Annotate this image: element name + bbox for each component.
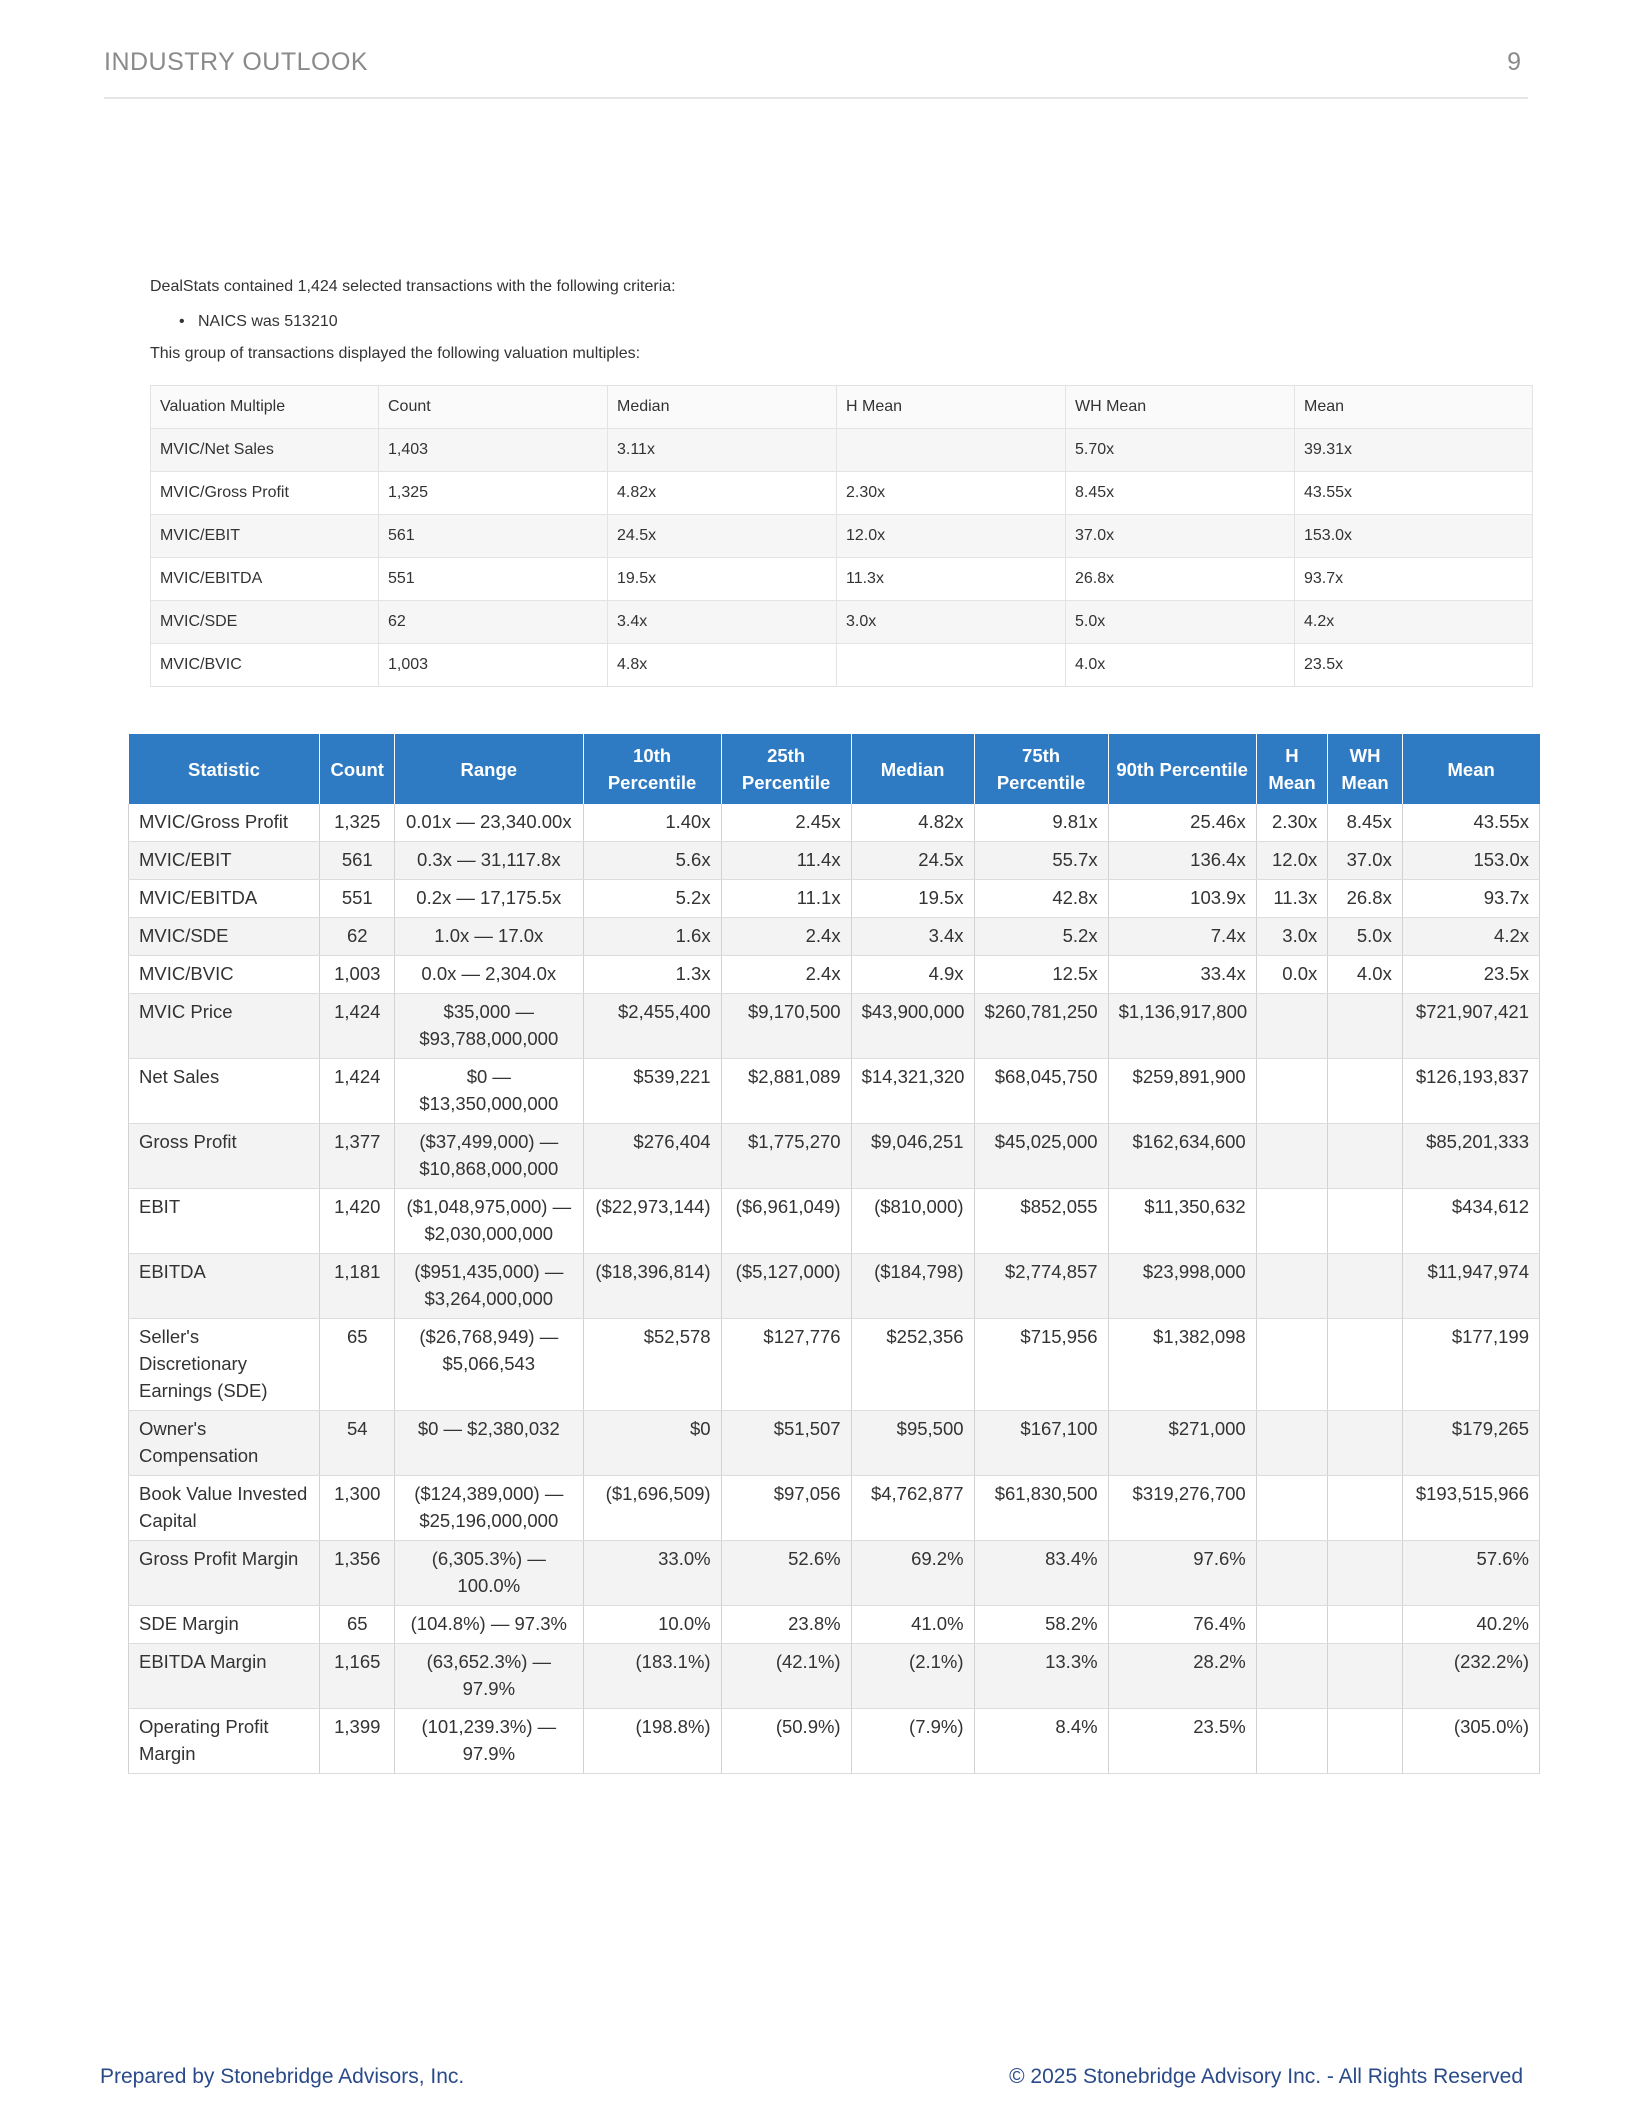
summary-cell-median: 4.82x xyxy=(608,472,837,515)
stats-cell-25th-percentile: ($5,127,000) xyxy=(721,1254,851,1319)
summary-header-count: Count xyxy=(379,386,608,429)
intro-text xyxy=(150,278,676,363)
table-row xyxy=(129,1254,1540,1319)
stats-cell-mean: (305.0%) xyxy=(1402,1709,1539,1774)
stats-cell-statistic: Book Value Invested Capital xyxy=(129,1476,320,1541)
stats-cell-mean: 93.7x xyxy=(1402,880,1539,918)
stats-cell-statistic: Gross Profit xyxy=(129,1124,320,1189)
stats-cell-h-mean xyxy=(1256,1541,1328,1606)
stats-cell-25th-percentile: $51,507 xyxy=(721,1411,851,1476)
stats-cell-25th-percentile: 2.45x xyxy=(721,804,851,842)
stats-cell-90th-percentile: 97.6% xyxy=(1108,1541,1256,1606)
stats-cell-75th-percentile: 13.3% xyxy=(974,1644,1108,1709)
stats-cell-median: ($810,000) xyxy=(851,1189,974,1254)
stats-cell-median: 4.82x xyxy=(851,804,974,842)
stats-cell-statistic: EBIT xyxy=(129,1189,320,1254)
summary-cell-mean: 39.31x xyxy=(1295,429,1533,472)
table-row xyxy=(129,1319,1540,1411)
summary-cell-mean: 43.55x xyxy=(1295,472,1533,515)
table-row xyxy=(129,918,1540,956)
stats-cell-h-mean xyxy=(1256,1059,1328,1124)
stats-header-10th-percentile: 10th Percentile xyxy=(583,734,721,804)
stats-cell-statistic: EBITDA Margin xyxy=(129,1644,320,1709)
stats-cell-count: 1,420 xyxy=(320,1189,395,1254)
summary-cell-mean: 93.7x xyxy=(1295,558,1533,601)
stats-cell-h-mean xyxy=(1256,1254,1328,1319)
summary-cell-count: 62 xyxy=(379,601,608,644)
stats-cell-90th-percentile: $1,382,098 xyxy=(1108,1319,1256,1411)
stats-cell-median: 4.9x xyxy=(851,956,974,994)
stats-cell-90th-percentile: 28.2% xyxy=(1108,1644,1256,1709)
stats-cell-mean: 40.2% xyxy=(1402,1606,1539,1644)
stats-cell-mean: $177,199 xyxy=(1402,1319,1539,1411)
page-header-title: INDUSTRY OUTLOOK xyxy=(104,48,369,76)
stats-cell-range: $0 — $2,380,032 xyxy=(395,1411,583,1476)
stats-cell-90th-percentile: $271,000 xyxy=(1108,1411,1256,1476)
stats-cell-range: ($26,768,949) — $5,066,543 xyxy=(395,1319,583,1411)
stats-cell-10th-percentile: ($18,396,814) xyxy=(583,1254,721,1319)
summary-cell-count: 561 xyxy=(379,515,608,558)
stats-cell-10th-percentile: 10.0% xyxy=(583,1606,721,1644)
stats-header-statistic: Statistic xyxy=(129,734,320,804)
stats-cell-range: (63,652.3%) — 97.9% xyxy=(395,1644,583,1709)
stats-cell-90th-percentile: 76.4% xyxy=(1108,1606,1256,1644)
stats-cell-90th-percentile: 103.9x xyxy=(1108,880,1256,918)
table-row xyxy=(129,956,1540,994)
criteria-bullet: • NAICS was 513210 xyxy=(198,313,676,331)
stats-cell-count: 1,181 xyxy=(320,1254,395,1319)
stats-cell-statistic: MVIC Price xyxy=(129,994,320,1059)
stats-cell-wh-mean xyxy=(1328,1476,1403,1541)
stats-cell-count: 65 xyxy=(320,1606,395,1644)
stats-cell-90th-percentile: $23,998,000 xyxy=(1108,1254,1256,1319)
stats-cell-range: ($124,389,000) — $25,196,000,000 xyxy=(395,1476,583,1541)
stats-cell-median: 24.5x xyxy=(851,842,974,880)
stats-cell-10th-percentile: 1.40x xyxy=(583,804,721,842)
summary-header-median: Median xyxy=(608,386,837,429)
stats-cell-90th-percentile: 136.4x xyxy=(1108,842,1256,880)
stats-cell-90th-percentile: 33.4x xyxy=(1108,956,1256,994)
stats-cell-median: (2.1%) xyxy=(851,1644,974,1709)
stats-cell-25th-percentile: 23.8% xyxy=(721,1606,851,1644)
stats-header-90th-percentile: 90th Percentile xyxy=(1108,734,1256,804)
stats-cell-statistic: EBITDA xyxy=(129,1254,320,1319)
stats-cell-wh-mean: 5.0x xyxy=(1328,918,1403,956)
stats-cell-25th-percentile: 2.4x xyxy=(721,956,851,994)
stats-cell-h-mean: 3.0x xyxy=(1256,918,1328,956)
table-row xyxy=(129,1606,1540,1644)
table-row xyxy=(129,1541,1540,1606)
summary-cell-mean: 4.2x xyxy=(1295,601,1533,644)
stats-cell-h-mean xyxy=(1256,1476,1328,1541)
valuation-multiples-table xyxy=(150,385,1533,687)
stats-cell-90th-percentile: 7.4x xyxy=(1108,918,1256,956)
stats-cell-h-mean xyxy=(1256,994,1328,1059)
summary-cell-median: 19.5x xyxy=(608,558,837,601)
stats-cell-count: 65 xyxy=(320,1319,395,1411)
stats-cell-count: 561 xyxy=(320,842,395,880)
header-divider xyxy=(104,97,1528,99)
stats-cell-10th-percentile: (183.1%) xyxy=(583,1644,721,1709)
transaction-statistics-table xyxy=(128,734,1540,1774)
summary-header-valuation-multiple: Valuation Multiple xyxy=(151,386,379,429)
table-row xyxy=(151,644,1533,687)
table-row xyxy=(129,842,1540,880)
intro-line-1: DealStats contained 1,424 selected transactions with the following criteria: xyxy=(150,278,676,295)
summary-header-h-mean: H Mean xyxy=(837,386,1066,429)
stats-cell-75th-percentile: $852,055 xyxy=(974,1189,1108,1254)
stats-cell-mean: $126,193,837 xyxy=(1402,1059,1539,1124)
stats-cell-90th-percentile: $162,634,600 xyxy=(1108,1124,1256,1189)
stats-cell-25th-percentile: (50.9%) xyxy=(721,1709,851,1774)
summary-cell-h-mean: 2.30x xyxy=(837,472,1066,515)
stats-cell-h-mean xyxy=(1256,1319,1328,1411)
stats-cell-h-mean xyxy=(1256,1411,1328,1476)
stats-cell-75th-percentile: 55.7x xyxy=(974,842,1108,880)
stats-cell-75th-percentile: 9.81x xyxy=(974,804,1108,842)
summary-cell-h-mean: 11.3x xyxy=(837,558,1066,601)
stats-cell-h-mean xyxy=(1256,1644,1328,1709)
summary-cell-count: 1,325 xyxy=(379,472,608,515)
summary-cell-count: 1,003 xyxy=(379,644,608,687)
stats-cell-10th-percentile: $52,578 xyxy=(583,1319,721,1411)
stats-cell-10th-percentile: (198.8%) xyxy=(583,1709,721,1774)
stats-cell-wh-mean: 37.0x xyxy=(1328,842,1403,880)
stats-cell-75th-percentile: 58.2% xyxy=(974,1606,1108,1644)
stats-cell-statistic: Operating Profit Margin xyxy=(129,1709,320,1774)
stats-cell-median: $4,762,877 xyxy=(851,1476,974,1541)
table-row xyxy=(129,994,1540,1059)
table-row xyxy=(151,601,1533,644)
stats-cell-wh-mean: 4.0x xyxy=(1328,956,1403,994)
stats-cell-range: 0.3x — 31,117.8x xyxy=(395,842,583,880)
stats-cell-75th-percentile: 42.8x xyxy=(974,880,1108,918)
stats-cell-25th-percentile: ($6,961,049) xyxy=(721,1189,851,1254)
summary-cell-valuation-multiple: MVIC/EBITDA xyxy=(151,558,379,601)
stats-cell-count: 1,424 xyxy=(320,994,395,1059)
footer-copyright: © 2025 Stonebridge Advisory Inc. - All Rights Reserved xyxy=(1009,2065,1523,2088)
stats-cell-wh-mean xyxy=(1328,1189,1403,1254)
stats-header-median: Median xyxy=(851,734,974,804)
stats-cell-statistic: Net Sales xyxy=(129,1059,320,1124)
stats-header-wh-mean: WH Mean xyxy=(1328,734,1403,804)
stats-cell-10th-percentile: 5.6x xyxy=(583,842,721,880)
stats-cell-10th-percentile: $276,404 xyxy=(583,1124,721,1189)
stats-cell-median: $95,500 xyxy=(851,1411,974,1476)
stats-cell-mean: 57.6% xyxy=(1402,1541,1539,1606)
table-row xyxy=(151,472,1533,515)
stats-cell-h-mean: 2.30x xyxy=(1256,804,1328,842)
summary-cell-mean: 153.0x xyxy=(1295,515,1533,558)
stats-cell-25th-percentile: $1,775,270 xyxy=(721,1124,851,1189)
stats-cell-wh-mean xyxy=(1328,1411,1403,1476)
stats-cell-count: 551 xyxy=(320,880,395,918)
summary-header-mean: Mean xyxy=(1295,386,1533,429)
stats-cell-25th-percentile: 2.4x xyxy=(721,918,851,956)
stats-cell-mean: $434,612 xyxy=(1402,1189,1539,1254)
summary-cell-valuation-multiple: MVIC/SDE xyxy=(151,601,379,644)
stats-cell-mean: 23.5x xyxy=(1402,956,1539,994)
stats-cell-wh-mean: 8.45x xyxy=(1328,804,1403,842)
table-row xyxy=(151,558,1533,601)
stats-cell-statistic: Gross Profit Margin xyxy=(129,1541,320,1606)
stats-cell-range: $35,000 — $93,788,000,000 xyxy=(395,994,583,1059)
stats-cell-10th-percentile: 1.6x xyxy=(583,918,721,956)
stats-header-mean: Mean xyxy=(1402,734,1539,804)
stats-cell-25th-percentile: 52.6% xyxy=(721,1541,851,1606)
summary-cell-wh-mean: 5.0x xyxy=(1066,601,1295,644)
summary-cell-wh-mean: 4.0x xyxy=(1066,644,1295,687)
stats-cell-median: $43,900,000 xyxy=(851,994,974,1059)
table-row xyxy=(129,1189,1540,1254)
stats-cell-10th-percentile: $0 xyxy=(583,1411,721,1476)
stats-cell-wh-mean xyxy=(1328,1709,1403,1774)
stats-cell-median: 41.0% xyxy=(851,1606,974,1644)
stats-cell-count: 1,399 xyxy=(320,1709,395,1774)
stats-cell-10th-percentile: 1.3x xyxy=(583,956,721,994)
summary-cell-median: 4.8x xyxy=(608,644,837,687)
stats-cell-10th-percentile: $2,455,400 xyxy=(583,994,721,1059)
stats-cell-count: 54 xyxy=(320,1411,395,1476)
table-row xyxy=(129,1411,1540,1476)
stats-cell-25th-percentile: (42.1%) xyxy=(721,1644,851,1709)
stats-cell-range: $0 — $13,350,000,000 xyxy=(395,1059,583,1124)
footer-prepared-by: Prepared by Stonebridge Advisors, Inc. xyxy=(100,2065,465,2088)
summary-cell-wh-mean: 8.45x xyxy=(1066,472,1295,515)
summary-cell-wh-mean: 26.8x xyxy=(1066,558,1295,601)
stats-cell-range: (101,239.3%) — 97.9% xyxy=(395,1709,583,1774)
intro-line-2: This group of transactions displayed the following valuation multiples: xyxy=(150,345,641,362)
stats-cell-mean: 4.2x xyxy=(1402,918,1539,956)
summary-cell-valuation-multiple: MVIC/EBIT xyxy=(151,515,379,558)
stats-cell-25th-percentile: $9,170,500 xyxy=(721,994,851,1059)
stats-cell-25th-percentile: $97,056 xyxy=(721,1476,851,1541)
stats-cell-median: $252,356 xyxy=(851,1319,974,1411)
stats-cell-25th-percentile: 11.4x xyxy=(721,842,851,880)
stats-cell-mean: $85,201,333 xyxy=(1402,1124,1539,1189)
stats-cell-range: 0.01x — 23,340.00x xyxy=(395,804,583,842)
stats-cell-75th-percentile: $715,956 xyxy=(974,1319,1108,1411)
stats-header-h-mean: H Mean xyxy=(1256,734,1328,804)
stats-cell-count: 1,003 xyxy=(320,956,395,994)
stats-cell-10th-percentile: ($1,696,509) xyxy=(583,1476,721,1541)
stats-cell-range: ($37,499,000) — $10,868,000,000 xyxy=(395,1124,583,1189)
stats-cell-25th-percentile: $2,881,089 xyxy=(721,1059,851,1124)
stats-cell-mean: 43.55x xyxy=(1402,804,1539,842)
stats-cell-range: (104.8%) — 97.3% xyxy=(395,1606,583,1644)
stats-table-header xyxy=(129,734,1540,804)
stats-cell-75th-percentile: 12.5x xyxy=(974,956,1108,994)
stats-cell-10th-percentile: 33.0% xyxy=(583,1541,721,1606)
stats-cell-wh-mean xyxy=(1328,1254,1403,1319)
stats-cell-mean: $193,515,966 xyxy=(1402,1476,1539,1541)
table-row xyxy=(129,1476,1540,1541)
stats-cell-10th-percentile: 5.2x xyxy=(583,880,721,918)
summary-cell-valuation-multiple: MVIC/BVIC xyxy=(151,644,379,687)
stats-header-75th-percentile: 75th Percentile xyxy=(974,734,1108,804)
stats-cell-75th-percentile: $61,830,500 xyxy=(974,1476,1108,1541)
table-row xyxy=(151,515,1533,558)
stats-cell-wh-mean xyxy=(1328,994,1403,1059)
stats-cell-statistic: MVIC/SDE xyxy=(129,918,320,956)
summary-cell-median: 24.5x xyxy=(608,515,837,558)
stats-cell-median: ($184,798) xyxy=(851,1254,974,1319)
stats-cell-h-mean: 11.3x xyxy=(1256,880,1328,918)
stats-cell-75th-percentile: 83.4% xyxy=(974,1541,1108,1606)
stats-cell-statistic: Seller's Discretionary Earnings (SDE) xyxy=(129,1319,320,1411)
summary-cell-valuation-multiple: MVIC/Net Sales xyxy=(151,429,379,472)
stats-cell-25th-percentile: $127,776 xyxy=(721,1319,851,1411)
summary-cell-h-mean xyxy=(837,644,1066,687)
stats-cell-range: 0.0x — 2,304.0x xyxy=(395,956,583,994)
stats-cell-statistic: MVIC/EBITDA xyxy=(129,880,320,918)
stats-cell-count: 1,165 xyxy=(320,1644,395,1709)
stats-cell-h-mean: 0.0x xyxy=(1256,956,1328,994)
summary-cell-wh-mean: 37.0x xyxy=(1066,515,1295,558)
stats-cell-count: 62 xyxy=(320,918,395,956)
stats-cell-90th-percentile: $319,276,700 xyxy=(1108,1476,1256,1541)
stats-cell-10th-percentile: ($22,973,144) xyxy=(583,1189,721,1254)
stats-cell-statistic: Owner's Compensation xyxy=(129,1411,320,1476)
summary-cell-count: 551 xyxy=(379,558,608,601)
stats-cell-mean: (232.2%) xyxy=(1402,1644,1539,1709)
stats-cell-h-mean xyxy=(1256,1124,1328,1189)
stats-cell-statistic: MVIC/BVIC xyxy=(129,956,320,994)
stats-cell-statistic: MVIC/EBIT xyxy=(129,842,320,880)
stats-cell-75th-percentile: $260,781,250 xyxy=(974,994,1108,1059)
stats-cell-wh-mean xyxy=(1328,1606,1403,1644)
stats-cell-wh-mean xyxy=(1328,1059,1403,1124)
table-row xyxy=(129,1709,1540,1774)
stats-cell-75th-percentile: $2,774,857 xyxy=(974,1254,1108,1319)
summary-cell-h-mean: 12.0x xyxy=(837,515,1066,558)
stats-cell-mean: $11,947,974 xyxy=(1402,1254,1539,1319)
stats-cell-h-mean xyxy=(1256,1189,1328,1254)
summary-cell-median: 3.11x xyxy=(608,429,837,472)
stats-cell-h-mean: 12.0x xyxy=(1256,842,1328,880)
summary-cell-h-mean: 3.0x xyxy=(837,601,1066,644)
stats-cell-range: (6,305.3%) — 100.0% xyxy=(395,1541,583,1606)
stats-header-count: Count xyxy=(320,734,395,804)
stats-cell-range: ($1,048,975,000) — $2,030,000,000 xyxy=(395,1189,583,1254)
stats-cell-90th-percentile: 23.5% xyxy=(1108,1709,1256,1774)
stats-cell-mean: $179,265 xyxy=(1402,1411,1539,1476)
summary-cell-median: 3.4x xyxy=(608,601,837,644)
table-row xyxy=(129,880,1540,918)
stats-cell-wh-mean xyxy=(1328,1644,1403,1709)
stats-cell-median: 3.4x xyxy=(851,918,974,956)
stats-cell-90th-percentile: $1,136,917,800 xyxy=(1108,994,1256,1059)
stats-cell-h-mean xyxy=(1256,1606,1328,1644)
stats-cell-median: 69.2% xyxy=(851,1541,974,1606)
stats-cell-range: 1.0x — 17.0x xyxy=(395,918,583,956)
stats-cell-count: 1,424 xyxy=(320,1059,395,1124)
summary-cell-count: 1,403 xyxy=(379,429,608,472)
summary-header-wh-mean: WH Mean xyxy=(1066,386,1295,429)
summary-cell-valuation-multiple: MVIC/Gross Profit xyxy=(151,472,379,515)
stats-cell-count: 1,377 xyxy=(320,1124,395,1189)
stats-header-range: Range xyxy=(395,734,583,804)
stats-cell-10th-percentile: $539,221 xyxy=(583,1059,721,1124)
table-row xyxy=(151,429,1533,472)
summary-cell-wh-mean: 5.70x xyxy=(1066,429,1295,472)
stats-cell-mean: $721,907,421 xyxy=(1402,994,1539,1059)
stats-header-25th-percentile: 25th Percentile xyxy=(721,734,851,804)
summary-cell-mean: 23.5x xyxy=(1295,644,1533,687)
stats-cell-75th-percentile: $68,045,750 xyxy=(974,1059,1108,1124)
stats-cell-wh-mean xyxy=(1328,1541,1403,1606)
stats-cell-median: $9,046,251 xyxy=(851,1124,974,1189)
stats-cell-75th-percentile: $167,100 xyxy=(974,1411,1108,1476)
stats-cell-count: 1,325 xyxy=(320,804,395,842)
stats-cell-range: ($951,435,000) — $3,264,000,000 xyxy=(395,1254,583,1319)
stats-cell-wh-mean: 26.8x xyxy=(1328,880,1403,918)
stats-cell-wh-mean xyxy=(1328,1124,1403,1189)
stats-cell-median: 19.5x xyxy=(851,880,974,918)
stats-cell-statistic: MVIC/Gross Profit xyxy=(129,804,320,842)
stats-cell-statistic: SDE Margin xyxy=(129,1606,320,1644)
table-row xyxy=(129,1644,1540,1709)
stats-cell-range: 0.2x — 17,175.5x xyxy=(395,880,583,918)
stats-cell-wh-mean xyxy=(1328,1319,1403,1411)
stats-cell-median: (7.9%) xyxy=(851,1709,974,1774)
stats-cell-90th-percentile: $259,891,900 xyxy=(1108,1059,1256,1124)
summary-header-row xyxy=(151,386,1533,429)
stats-cell-75th-percentile: $45,025,000 xyxy=(974,1124,1108,1189)
stats-cell-count: 1,300 xyxy=(320,1476,395,1541)
table-row xyxy=(129,1124,1540,1189)
stats-cell-75th-percentile: 8.4% xyxy=(974,1709,1108,1774)
page-number: 9 xyxy=(1507,48,1521,76)
stats-cell-h-mean xyxy=(1256,1709,1328,1774)
stats-cell-count: 1,356 xyxy=(320,1541,395,1606)
stats-cell-75th-percentile: 5.2x xyxy=(974,918,1108,956)
summary-cell-h-mean xyxy=(837,429,1066,472)
stats-cell-mean: 153.0x xyxy=(1402,842,1539,880)
table-row xyxy=(129,804,1540,842)
stats-cell-90th-percentile: $11,350,632 xyxy=(1108,1189,1256,1254)
stats-cell-90th-percentile: 25.46x xyxy=(1108,804,1256,842)
table-row xyxy=(129,1059,1540,1124)
stats-cell-25th-percentile: 11.1x xyxy=(721,880,851,918)
stats-cell-median: $14,321,320 xyxy=(851,1059,974,1124)
